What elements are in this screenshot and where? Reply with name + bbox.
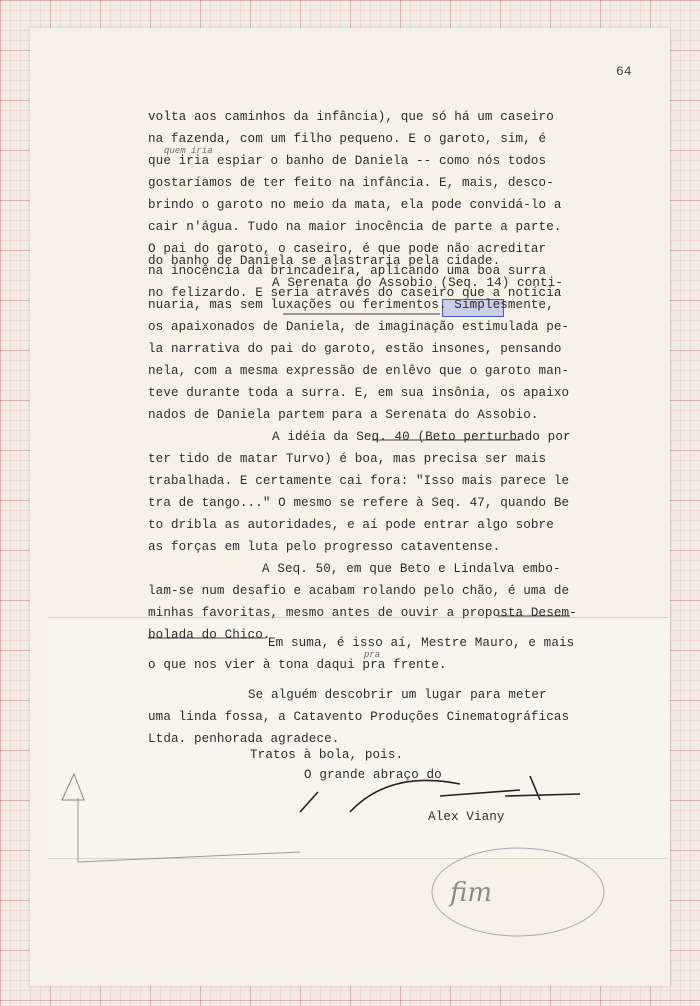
page-number: 64: [616, 64, 632, 79]
body-line: tra de tango..." O mesmo se refere à Seq. 47, quando Be: [148, 496, 570, 510]
body-line: O pai do garoto, o caseiro, é que pode não acreditar: [148, 242, 547, 256]
closing-line: Em suma, é isso aí, Mestre Mauro, e mais: [268, 636, 575, 650]
body-line: no felizardo. E seria através do caseiro que a notícia: [148, 286, 562, 300]
margin-note: pra: [364, 650, 381, 660]
body-line: lam-se num desafio e acabam rolando pelo chão, é uma de: [148, 584, 570, 598]
body-line: A Serenata do Assobio (Seq. 14) conti-: [272, 276, 563, 290]
body-line: teve durante toda a surra. E, em sua insônia, os apaixo: [148, 386, 570, 400]
body-line: ter tido de matar Turvo) é boa, mas precisa ser mais: [148, 452, 547, 466]
closing-line: Tratos à bola, pois.: [250, 748, 404, 762]
body-line: nuaria, mas sem luxações ou ferimentos. Simplesmente,: [148, 298, 554, 312]
body-line: na fazenda, com um filho pequeno. E o garoto, sim, é: [148, 132, 547, 146]
closing-line: uma linda fossa, a Catavento Produções Cinematográficas: [148, 710, 570, 724]
body-line: nados de Daniela partem para a Serenata do Assobio.: [148, 408, 539, 422]
body-line: na inocência da brincadeira, aplicando uma boa surra: [148, 264, 547, 278]
closing-line: Se alguém descobrir um lugar para meter: [248, 688, 547, 702]
body-line: nela, com a mesma expressão de enlêvo que o garoto man-: [148, 364, 570, 378]
body-line: A idéia da Seq. 40 (Beto perturbado por: [272, 430, 571, 444]
pasted-paper-strip: [48, 617, 668, 859]
body-line: gostaríamos de ter feito na infância. E, mais, desco-: [148, 176, 554, 190]
body-line: to dribla as autoridades, e aí pode entrar algo sobre: [148, 518, 554, 532]
closing-line: o que nos vier à tona daqui pra frente.: [148, 658, 447, 672]
body-line: bolada do Chico.: [148, 628, 271, 642]
closing-line: Ltda. penhorada agradece.: [148, 732, 340, 746]
body-line: os apaixonados de Daniela, de imaginação estimulada pe-: [148, 320, 570, 334]
body-line: volta aos caminhos da infância), que só há um caseiro: [148, 110, 554, 124]
body-line: minhas favoritas, mesmo antes de ouvir a proposta Desem-: [148, 606, 577, 620]
body-line: do banho de Daniela se alastraria pela cidade.: [148, 254, 501, 268]
body-line: A Seq. 50, em que Beto e Lindalva embo-: [262, 562, 561, 576]
signature-typed-name: Alex Viany: [428, 810, 505, 824]
body-line: que iria espiar o banho de Daniela -- como nós todos: [148, 154, 547, 168]
body-line: as forças em luta pelo progresso cataventense.: [148, 540, 501, 554]
margin-note: quem iria: [164, 146, 213, 156]
bottom-pencil-note: fim: [450, 878, 492, 908]
closing-line: O grande abraço do: [304, 768, 442, 782]
body-line: trabalhada. E certamente cai fora: "Isso mais parece le: [148, 474, 570, 488]
body-line: la narrativa do pai do garoto, estão insones, pensando: [148, 342, 562, 356]
body-line: brindo o garoto no meio da mata, ela pode convidá-lo a: [148, 198, 562, 212]
body-line: cair n'água. Tudo na maior inocência de parte a parte.: [148, 220, 562, 234]
